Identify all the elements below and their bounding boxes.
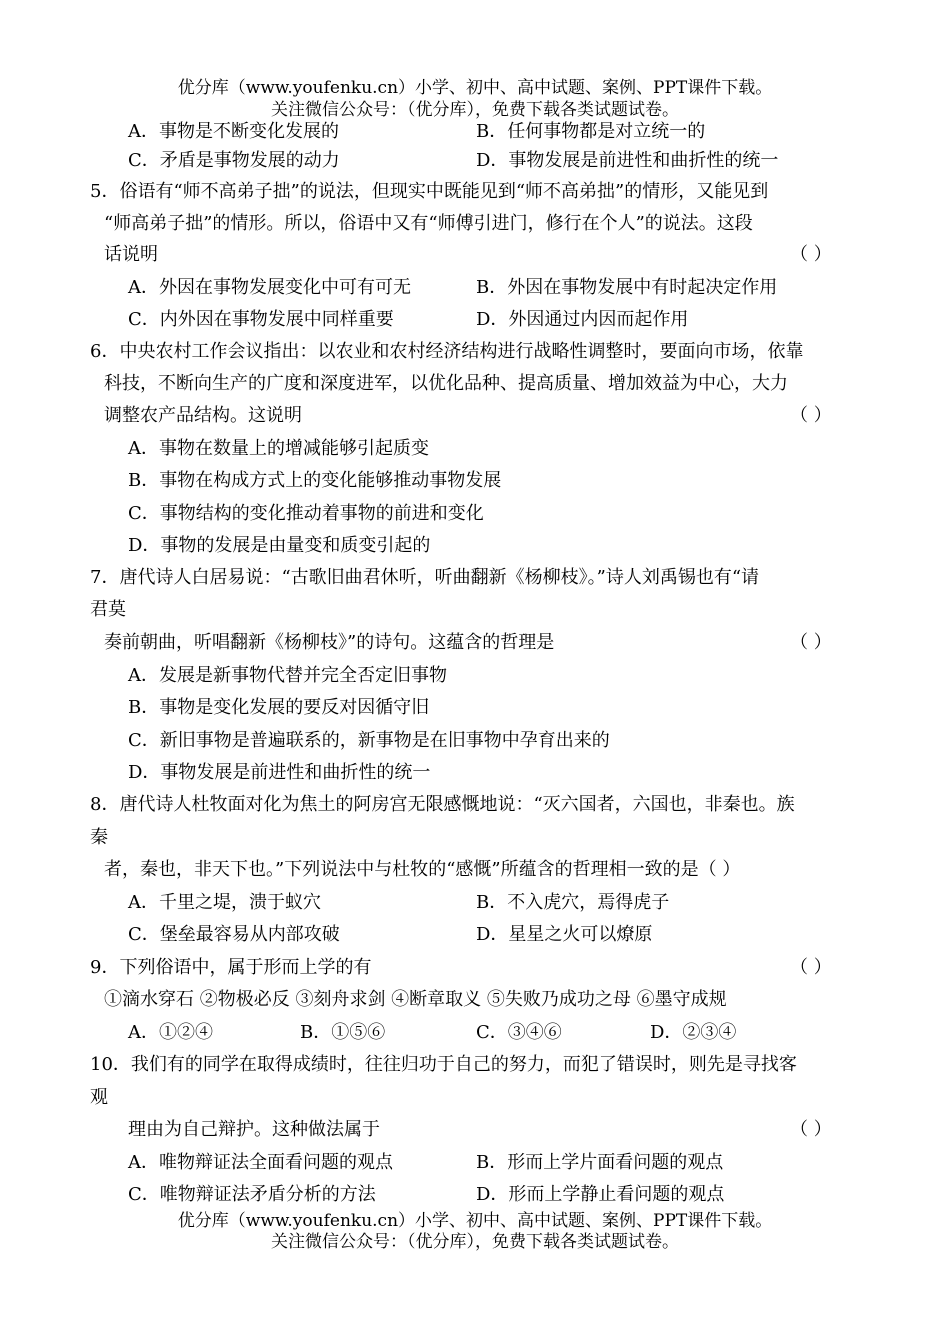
q9-stem-line-1: 9．下列俗语中，属于形而上学的有 [90, 957, 372, 978]
q4-option-d: D．事物发展是前进性和曲折性的统一 [476, 150, 779, 171]
q5-option-b: B．外因在事物发展中有时起决定作用 [476, 277, 778, 298]
q9-items-line: ①滴水穿石 ②物极必反 ③刻舟求剑 ④断章取义 ⑤失败乃成功之母 ⑥墨守成规 [104, 989, 727, 1010]
footer-line-2: 关注微信公众号：（优分库），免费下载各类试题试卷。 [271, 1232, 679, 1252]
q10-stem-line-1: 10．我们有的同学在取得成绩时，往往归功于自己的努力，而犯了错误时，则先是寻找客 [90, 1054, 797, 1075]
q5-answer-blank: （ ） [790, 244, 832, 265]
q8-option-c: C．堡垒最容易从内部攻破 [128, 924, 340, 945]
q5-stem-line-1: 5．俗语有“师不高弟子拙”的说法，但现实中既能见到“师不高弟拙”的情形，又能见到 [90, 181, 769, 202]
q5-option-a: A．外因在事物发展变化中可有可无 [128, 277, 411, 298]
q8-stem-line-3: 者，秦也，非天下也。”下列说法中与杜牧的“感慨”所蕴含的哲理相一致的是（ ） [104, 859, 741, 880]
header-line-1: 优分库（www.youfenku.cn）小学、初中、高中试题、案例、PPT课件下载。 [177, 78, 773, 98]
q4-option-b: B．任何事物都是对立统一的 [476, 121, 706, 142]
q7-option-a: A．发展是新事物代替并完全否定旧事物 [128, 665, 447, 686]
q6-option-b: B．事物在构成方式上的变化能够推动事物发展 [128, 470, 502, 491]
q8-option-b: B．不入虎穴，焉得虎子 [476, 892, 670, 913]
q9-option-c: C．③④⑥ [476, 1022, 562, 1043]
footer-line-1: 优分库（www.youfenku.cn）小学、初中、高中试题、案例、PPT课件下载。 [177, 1211, 773, 1231]
header-line-2: 关注微信公众号：（优分库），免费下载各类试题试卷。 [271, 100, 679, 120]
q9-option-a: A．①②④ [128, 1022, 213, 1043]
q6-answer-blank: （ ） [790, 405, 832, 426]
q5-stem-line-2: “师高弟子拙”的情形。所以，俗语中又有“师傅引进门，修行在个人”的说法。这段 [104, 213, 753, 234]
q7-stem-line-3: 奏前朝曲，听唱翻新《杨柳枝》”的诗句。这蕴含的哲理是 [104, 632, 555, 653]
q5-option-c: C．内外因在事物发展中同样重要 [128, 309, 394, 330]
q8-option-a: A．千里之堤，溃于蚁穴 [128, 892, 321, 913]
q7-option-b: B．事物是变化发展的要反对因循守旧 [128, 697, 430, 718]
q6-option-a: A．事物在数量上的增减能够引起质变 [128, 438, 429, 459]
q10-answer-blank: （ ） [790, 1119, 832, 1140]
q10-option-c: C．唯物辩证法矛盾分析的方法 [128, 1184, 376, 1205]
q6-option-c: C．事物结构的变化推动着事物的前进和变化 [128, 503, 484, 524]
q7-option-c: C．新旧事物是普遍联系的，新事物是在旧事物中孕育出来的 [128, 730, 610, 751]
q8-stem-line-2: 秦 [90, 827, 108, 848]
q4-option-a: A．事物是不断变化发展的 [128, 121, 339, 142]
q7-option-d: D．事物发展是前进性和曲折性的统一 [128, 762, 431, 783]
q5-option-d: D．外因通过内因而起作用 [476, 309, 689, 330]
q9-option-b: B．①⑤⑥ [300, 1022, 386, 1043]
q6-stem-line-2: 科技，不断向生产的广度和深度进军，以优化品种、提高质量、增加效益为中心，大力 [104, 373, 788, 394]
q4-option-c: C．矛盾是事物发展的动力 [128, 150, 340, 171]
q5-stem-line-3: 话说明 [104, 244, 158, 265]
q6-option-d: D．事物的发展是由量变和质变引起的 [128, 535, 431, 556]
q7-stem-line-2: 君莫 [90, 599, 126, 620]
q10-option-a: A．唯物辩证法全面看问题的观点 [128, 1152, 393, 1173]
q7-stem-line-1: 7．唐代诗人白居易说：“古歌旧曲君休听，听曲翻新《杨柳枝》。”诗人刘禹锡也有“请 [90, 567, 760, 588]
q6-stem-line-1: 6．中央农村工作会议指出：以农业和农村经济结构进行战略性调整时，要面向市场，依靠 [90, 341, 804, 362]
q10-stem-line-2: 观 [90, 1087, 108, 1108]
q9-answer-blank: （ ） [790, 957, 832, 978]
q7-answer-blank: （ ） [790, 632, 832, 653]
q10-option-d: D．形而上学静止看问题的观点 [476, 1184, 725, 1205]
q8-option-d: D．星星之火可以燎原 [476, 924, 653, 945]
q8-stem-line-1: 8．唐代诗人杜牧面对化为焦土的阿房宫无限感慨地说：“灭六国者，六国也，非秦也。族 [90, 794, 795, 815]
q10-option-b: B．形而上学片面看问题的观点 [476, 1152, 724, 1173]
q6-stem-line-3: 调整农产品结构。这说明 [104, 405, 302, 426]
q10-stem-line-3: 理由为自己辩护。这种做法属于 [128, 1119, 380, 1140]
q9-option-d: D．②③④ [650, 1022, 737, 1043]
